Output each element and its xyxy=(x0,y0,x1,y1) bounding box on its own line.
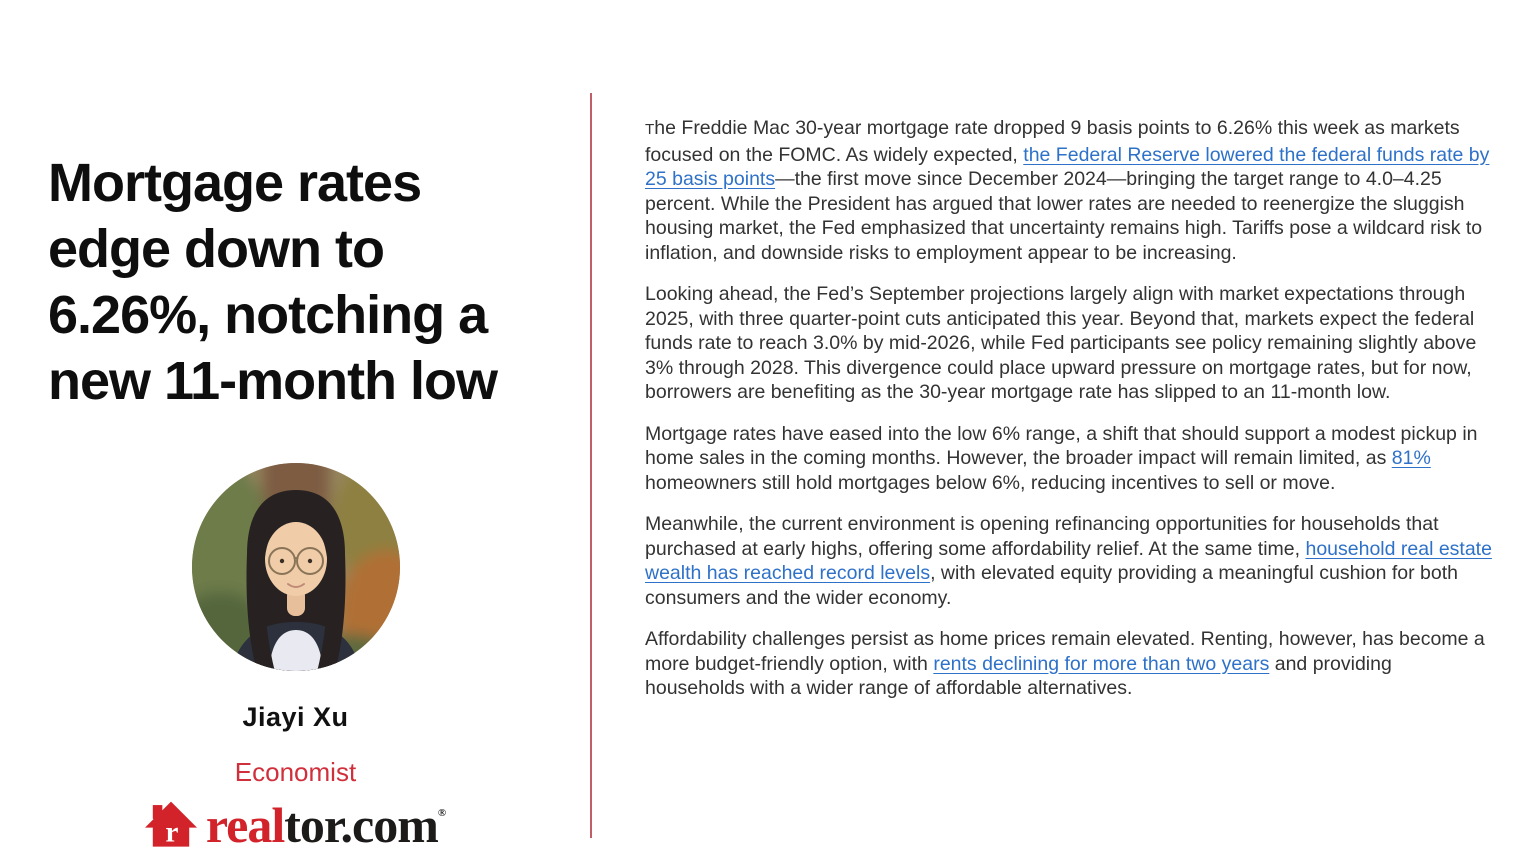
author-title: Economist xyxy=(234,757,357,787)
text-run: , with elevated equity providing a meaningful cushion for both consumers and the wider economy. xyxy=(645,562,1458,609)
registered-mark: ® xyxy=(437,807,447,819)
paragraph xyxy=(645,282,1494,405)
realtor-logo xyxy=(145,797,447,853)
headline-line: 6.26%, notching a xyxy=(48,285,488,345)
paragraph xyxy=(645,512,1494,610)
brand-wordmark xyxy=(205,797,447,853)
author-name: Jiayi Xu xyxy=(242,702,349,732)
realtor-house-icon xyxy=(145,801,197,849)
text-run: and providing households with a wider range of affordable alternatives. xyxy=(645,652,1392,699)
author-portrait-graphic xyxy=(191,462,401,672)
inline-link[interactable]: household real estate wealth has reached record levels xyxy=(645,537,1492,584)
paragraph xyxy=(645,116,1494,265)
page-title xyxy=(48,150,596,414)
author-block xyxy=(0,462,591,853)
inline-link[interactable]: rents declining for more than two years xyxy=(933,652,1270,675)
brand-wordmark-torcom: tor.com xyxy=(284,797,438,853)
article-column xyxy=(645,116,1494,718)
house-letter: r xyxy=(165,816,179,849)
vertical-divider xyxy=(590,93,592,838)
headline-line: Mortgage rates xyxy=(48,153,422,213)
text-run: Meanwhile, the current environment is opening refinancing opportunities for households that purchased at early highs, offering some affordability relief. At the same time, xyxy=(645,513,1439,560)
headline-line: edge down to xyxy=(48,219,384,279)
text-run: —the first move since December 2024—bringing the target range to 4.0–4.25 percent. While the President has argued that lower rates are needed to reenergize the sluggish housing market, the Fed emphasized that uncertainty remains high. Tariffs pose a wildcard risk to inflation, and downside risks to employment appear to be increasing. xyxy=(645,168,1483,264)
text-run: T xyxy=(645,121,655,138)
text-run: Affordability challenges persist as home prices remain elevated. Renting, however, has become a more budget-friendly option, with xyxy=(645,628,1485,675)
inline-link[interactable]: 81% xyxy=(1391,447,1431,469)
paragraph xyxy=(645,422,1494,496)
text-run: homeowners still hold mortgages below 6%, reducing incentives to sell or move. xyxy=(645,471,1336,494)
headline-line: new 11-month low xyxy=(48,351,498,411)
text-run: Mortgage rates have eased into the low 6% range, a shift that should support a modest pickup in home sales in the coming months. However, the broader impact will remain limited, as xyxy=(645,422,1478,469)
author-photo xyxy=(191,462,401,672)
inline-link[interactable]: the Federal Reserve lowered the federal funds rate by 25 basis points xyxy=(645,143,1490,190)
text-run: Looking ahead, the Fed’s September projections largely align with market expectations through 2025, with three quarter-point cuts anticipated this year. Beyond that, markets expect the federal funds rate to reach 3.0% by mid-2026, while Fed participants see policy remaining slightly above 3% through 2028. This divergence could place upward pressure on mortgage rates, but for now, borrowers are benefiting as the 30-year mortgage rate has slipped to an 11-month low. xyxy=(645,283,1477,403)
brand-wordmark-real: real xyxy=(205,797,285,853)
paragraph xyxy=(645,627,1494,701)
text-run: he Freddie Mac 30-year mortgage rate dropped 9 basis points to 6.26% this week as markets focused on the FOMC. As widely expected, xyxy=(645,117,1460,166)
